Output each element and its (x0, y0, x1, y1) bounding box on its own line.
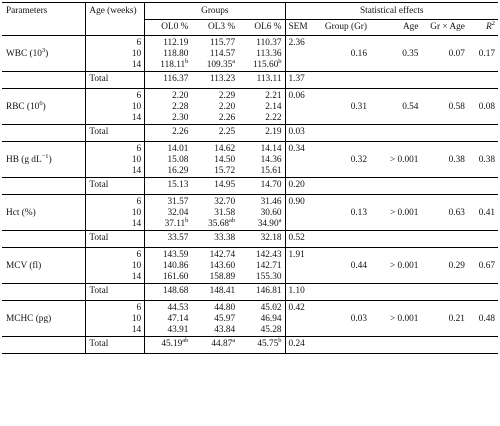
ol6-cell: 45.02 (238, 301, 285, 315)
table-row (2, 155, 498, 166)
age-cell: 10 (86, 49, 145, 60)
table-row (2, 89, 498, 103)
table-row (2, 102, 498, 113)
ol3-cell: 158.89 (209, 272, 236, 282)
table-row (2, 195, 498, 209)
age-p-cell: 0.54 (402, 102, 419, 112)
ol3-cell: 115.77 (191, 36, 238, 50)
ol0-cell: 118.80 (163, 49, 189, 59)
age-cell: 14 (86, 325, 145, 337)
sem-total: 1.10 (285, 284, 317, 301)
ol6-cell: 142.71 (238, 261, 285, 272)
ol3-cell: 14.62 (191, 142, 238, 156)
group-p-cell: 0.16 (350, 49, 367, 59)
table-row (2, 113, 498, 125)
age-cell: 6 (86, 36, 145, 50)
ol0-cell: 43.91 (167, 325, 189, 335)
parameter-label: WBC $(10^3)$ (2, 49, 86, 60)
table-row (2, 314, 498, 325)
ol0-cell: 2.28 (172, 102, 189, 112)
age-cell: 10 (86, 314, 145, 325)
parameter-label: MCV (fl) (2, 261, 86, 272)
age-cell: 6 (86, 195, 145, 209)
ol0-cell: 140.86 (162, 261, 189, 271)
ol6-cell: 31.46 (238, 195, 285, 209)
ol0-cell: 118.11$^b$ (160, 57, 189, 70)
ol0-cell: 161.60 (162, 272, 189, 282)
ol3-total: 2.25 (191, 125, 238, 142)
ol0-cell: 31.57 (145, 195, 192, 209)
ol3-cell: 143.60 (209, 261, 236, 271)
table-row (2, 325, 498, 337)
age-cell: 14 (86, 113, 145, 125)
table-row (2, 49, 498, 60)
ol3-total: 113.23 (191, 72, 238, 89)
ol0-total: 45.19$^{ab}$ (145, 337, 192, 354)
gr-age-p-cell: 0.38 (448, 155, 465, 165)
table-row (2, 208, 498, 219)
ol3-total: 44.87$^a$ (191, 337, 238, 354)
ol3-total: 148.41 (191, 284, 238, 301)
ol3-cell: 32.70 (191, 195, 238, 209)
ol0-cell: 14.01 (145, 142, 192, 156)
age-cell: 14 (86, 60, 145, 72)
ol6-cell: 113.36 (238, 49, 285, 60)
total-row (2, 125, 498, 142)
ol3-cell: 15.72 (214, 166, 236, 176)
age-cell: 6 (86, 89, 145, 103)
ol6-cell: 45.28 (238, 325, 285, 337)
age-cell: 6 (86, 248, 145, 262)
ol6-cell: 46.94 (238, 314, 285, 325)
sem-cell: 2.36 (285, 36, 317, 50)
parameter-label: Hct (%) (2, 208, 86, 219)
ol0-cell: 32.04 (167, 208, 189, 218)
results-table (2, 2, 498, 354)
ol3-cell: 2.20 (218, 102, 236, 112)
ol6-cell: 2.21 (238, 89, 285, 103)
total-label: Total (86, 178, 145, 195)
table-row (2, 301, 498, 315)
ol3-cell: 2.29 (191, 89, 238, 103)
total-label: Total (86, 284, 145, 301)
ol3-cell: 14.50 (214, 155, 236, 165)
groups-header: Groups (145, 3, 285, 20)
age-weeks-header: Age (weeks) (86, 3, 145, 20)
ol0-total: 15.13 (145, 178, 192, 195)
sem-total: 0.03 (285, 125, 317, 142)
ol3-cell: 31.58 (214, 208, 236, 218)
parameter-label: HB (g $dL^{-1}$) (2, 155, 86, 166)
ol0-cell: 16.29 (167, 166, 189, 176)
ol0-total: 33.57 (145, 231, 192, 248)
sem-total: 0.20 (285, 178, 317, 195)
ol6-cell: 115.60$^b$ (238, 60, 285, 72)
gr-age-p-cell: 0.63 (448, 208, 465, 218)
age-cell: 14 (86, 166, 145, 178)
parameters-header: Parameters (2, 3, 86, 20)
ol0-cell: 15.08 (167, 155, 189, 165)
ol6-total: 45.75$^b$ (238, 337, 285, 354)
table-row (2, 219, 498, 231)
ol0-cell: 37.11$^b$ (164, 216, 189, 229)
age-p-cell: > 0.001 (389, 155, 419, 165)
group-p-cell: 0.44 (350, 261, 367, 271)
ol6-header: OL6 % (238, 20, 285, 36)
ol3-cell: 142.74 (191, 248, 238, 262)
age-p-cell: > 0.001 (389, 261, 419, 271)
age-cell: 10 (86, 208, 145, 219)
ol3-cell: 35.68$^{ab}$ (208, 216, 236, 229)
parameter-label: RBC $(10^6)$ (2, 102, 86, 113)
table-row (2, 142, 498, 156)
total-row (2, 284, 498, 301)
ol0-cell: 143.59 (145, 248, 192, 262)
r2-cell: 0.48 (478, 314, 495, 324)
parameter-label: MCHC (pg) (2, 314, 86, 325)
ol6-cell: 15.61 (238, 166, 285, 178)
sem-total: 0.52 (285, 231, 317, 248)
gr-age-p-cell: 0.21 (448, 314, 465, 324)
age-cell: 10 (86, 261, 145, 272)
total-label: Total (86, 231, 145, 248)
total-label: Total (86, 125, 145, 142)
ol6-total: 32.18 (238, 231, 285, 248)
sem-cell: 0.90 (285, 195, 317, 209)
ol6-cell: 142.43 (238, 248, 285, 262)
group-p-cell: 0.31 (350, 102, 367, 112)
table-row (2, 272, 498, 284)
ol6-cell: 14.36 (238, 155, 285, 166)
r2-cell: 0.08 (478, 102, 495, 112)
ol0-cell: 112.19 (145, 36, 192, 50)
sem-cell: 0.34 (285, 142, 317, 156)
table-row (2, 248, 498, 262)
group-p-cell: 0.13 (350, 208, 367, 218)
table-row (2, 166, 498, 178)
age-p-cell: 0.35 (402, 49, 419, 59)
total-row (2, 337, 498, 354)
age-p-cell: > 0.001 (389, 208, 419, 218)
ol6-cell: 14.14 (238, 142, 285, 156)
table-row (2, 60, 498, 72)
ol6-total: 113.11 (238, 72, 285, 89)
ol6-cell: 155.30 (238, 272, 285, 284)
total-row (2, 72, 498, 89)
r2-cell: 0.17 (478, 49, 495, 59)
ol6-cell: 30.60 (238, 208, 285, 219)
ol6-cell: 2.14 (238, 102, 285, 113)
ol3-total: 14.95 (191, 178, 238, 195)
r2-cell: 0.41 (478, 208, 495, 218)
gr-age-header: Gr × Age (421, 20, 467, 36)
age-cell: 14 (86, 219, 145, 231)
r2-cell: 0.38 (478, 155, 495, 165)
total-row (2, 231, 498, 248)
sem-total: 0.24 (285, 337, 317, 354)
ol6-cell: 34.90$^a$ (238, 219, 285, 231)
group-p-cell: 0.03 (350, 314, 367, 324)
ol0-cell: 44.53 (145, 301, 192, 315)
sem-cell: 0.06 (285, 89, 317, 103)
age-cell: 6 (86, 301, 145, 315)
group-header: Group (Gr) (317, 20, 370, 36)
age-header: Age (370, 20, 421, 36)
ol0-header: OL0 % (145, 20, 192, 36)
r2-cell: 0.67 (478, 261, 495, 271)
group-p-cell: 0.32 (350, 155, 367, 165)
gr-age-p-cell: 0.07 (448, 49, 465, 59)
ol3-cell: 43.84 (214, 325, 236, 335)
ol6-total: 146.81 (238, 284, 285, 301)
ol0-cell: 47.14 (167, 314, 189, 324)
ol0-cell: 2.20 (145, 89, 192, 103)
ol0-cell: 2.30 (172, 113, 189, 123)
ol3-total: 33.38 (191, 231, 238, 248)
total-row (2, 178, 498, 195)
ol0-total: 148.68 (145, 284, 192, 301)
total-label: Total (86, 72, 145, 89)
sem-cell: 0.42 (285, 301, 317, 315)
gr-age-p-cell: 0.29 (448, 261, 465, 271)
ol6-cell: 2.22 (238, 113, 285, 125)
ol6-cell: 110.37 (238, 36, 285, 50)
age-cell: 10 (86, 155, 145, 166)
ol0-total: 116.37 (145, 72, 192, 89)
total-label: Total (86, 337, 145, 354)
table-row (2, 36, 498, 50)
ol3-cell: 109.35$^a$ (206, 57, 236, 70)
age-cell: 10 (86, 102, 145, 113)
gr-age-p-cell: 0.58 (448, 102, 465, 112)
ol6-total: 2.19 (238, 125, 285, 142)
statistical-effects-header: Statistical effects (285, 3, 498, 20)
ol6-total: 14.70 (238, 178, 285, 195)
sem-header: SEM (285, 20, 317, 36)
age-cell: 6 (86, 142, 145, 156)
ol3-cell: 2.26 (218, 113, 236, 123)
ol3-header: OL3 % (191, 20, 238, 36)
ol3-cell: 44.80 (191, 301, 238, 315)
sem-total: 1.37 (285, 72, 317, 89)
ol3-cell: 45.97 (214, 314, 236, 324)
age-p-cell: > 0.001 (389, 314, 419, 324)
age-cell: 14 (86, 272, 145, 284)
table-row (2, 261, 498, 272)
r2-header: $R^2$ (468, 20, 498, 36)
ol3-cell: 114.57 (209, 49, 236, 59)
ol0-total: 2.26 (145, 125, 192, 142)
sem-cell: 1.91 (285, 248, 317, 262)
